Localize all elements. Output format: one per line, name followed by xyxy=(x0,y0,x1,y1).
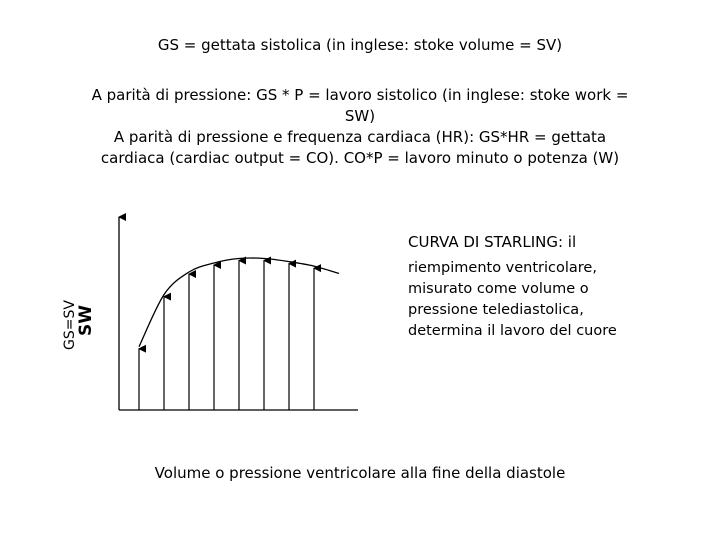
starling-title: CURVA DI STARLING: il xyxy=(408,233,577,251)
arrow-group xyxy=(139,261,314,411)
starling-description-line: misurato come volume o xyxy=(408,281,589,297)
starling-description-line: pressione telediastolica, xyxy=(408,302,584,318)
definition-stroke-work-line-1: A parità di pressione: GS * P = lavoro sistolico (in inglese: stoke work = xyxy=(91,86,629,104)
definition-stroke-work-line-2: SW) xyxy=(344,107,376,125)
definition-stroke-volume: GS = gettata sistolica (in inglese: stoke volume = SV) xyxy=(157,36,563,54)
definition-cardiac-output-line-1: A parità di pressione e frequenza cardiaca (HR): GS*HR = gettata xyxy=(113,128,607,146)
starling-description-line: determina il lavoro del cuore xyxy=(408,323,617,339)
definition-cardiac-output-line-2: cardiaca (cardiac output = CO). CO*P = lavoro minuto o potenza (W) xyxy=(100,149,620,167)
starling-description-line: riempimento ventricolare, xyxy=(408,260,597,276)
y-axis-label: GS=SV xyxy=(62,300,78,350)
y-axis-label-overlay: SW xyxy=(76,305,96,336)
starling-description xyxy=(408,258,617,342)
x-axis-label: Volume o pressione ventricolare alla fine della diastole xyxy=(154,464,566,482)
